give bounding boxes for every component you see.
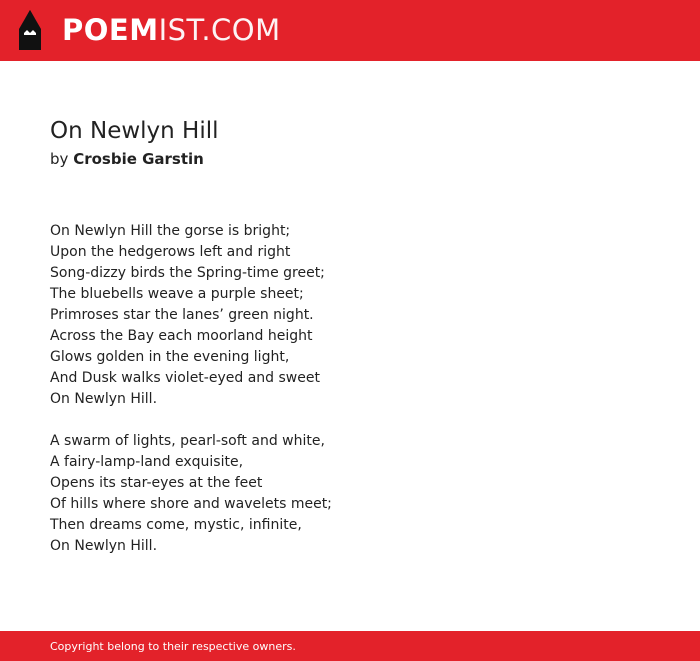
poem-line: Primroses star the lanes’ green night. — [50, 307, 314, 323]
poem-line: Of hills where shore and wavelets meet; — [50, 496, 332, 512]
brand-light: IST.COM — [158, 13, 281, 47]
poem-line: Then dreams come, mystic, infinite, — [50, 517, 302, 533]
poem-line: Across the Bay each moorland height — [50, 328, 313, 344]
poem-line: Glows golden in the evening light, — [50, 349, 290, 365]
author-name[interactable]: Crosbie Garstin — [73, 150, 204, 168]
poem-content — [50, 116, 650, 578]
by-label: by — [50, 150, 69, 168]
poem-line: A fairy-lamp-land exquisite, — [50, 454, 244, 470]
poem-title: On Newlyn Hill — [50, 118, 219, 144]
poem-line: And Dusk walks violet-eyed and sweet — [50, 370, 320, 386]
poem-line: The bluebells weave a purple sheet; — [50, 286, 304, 302]
site-logo-text[interactable] — [62, 13, 281, 47]
poem-line: On Newlyn Hill. — [50, 391, 158, 407]
poem-line: Opens its star-eyes at the feet — [50, 475, 263, 491]
brand-bold: POEM — [62, 13, 159, 47]
poem-body — [50, 221, 650, 557]
site-footer — [0, 631, 700, 661]
poem-line: Upon the hedgerows left and right — [50, 244, 291, 260]
pencil-tip-icon[interactable] — [18, 9, 42, 51]
poem-byline — [50, 148, 650, 170]
copyright-text: Copyright belong to their respective owners. — [50, 640, 296, 653]
site-header — [0, 0, 700, 61]
stanza-1 — [50, 221, 650, 410]
poem-line: Song-dizzy birds the Spring-time greet; — [50, 265, 325, 281]
poem-line: On Newlyn Hill. — [50, 538, 158, 554]
poem-line: On Newlyn Hill the gorse is bright; — [50, 223, 291, 239]
stanza-2 — [50, 431, 650, 557]
poem-line: A swarm of lights, pearl-soft and white, — [50, 433, 325, 449]
